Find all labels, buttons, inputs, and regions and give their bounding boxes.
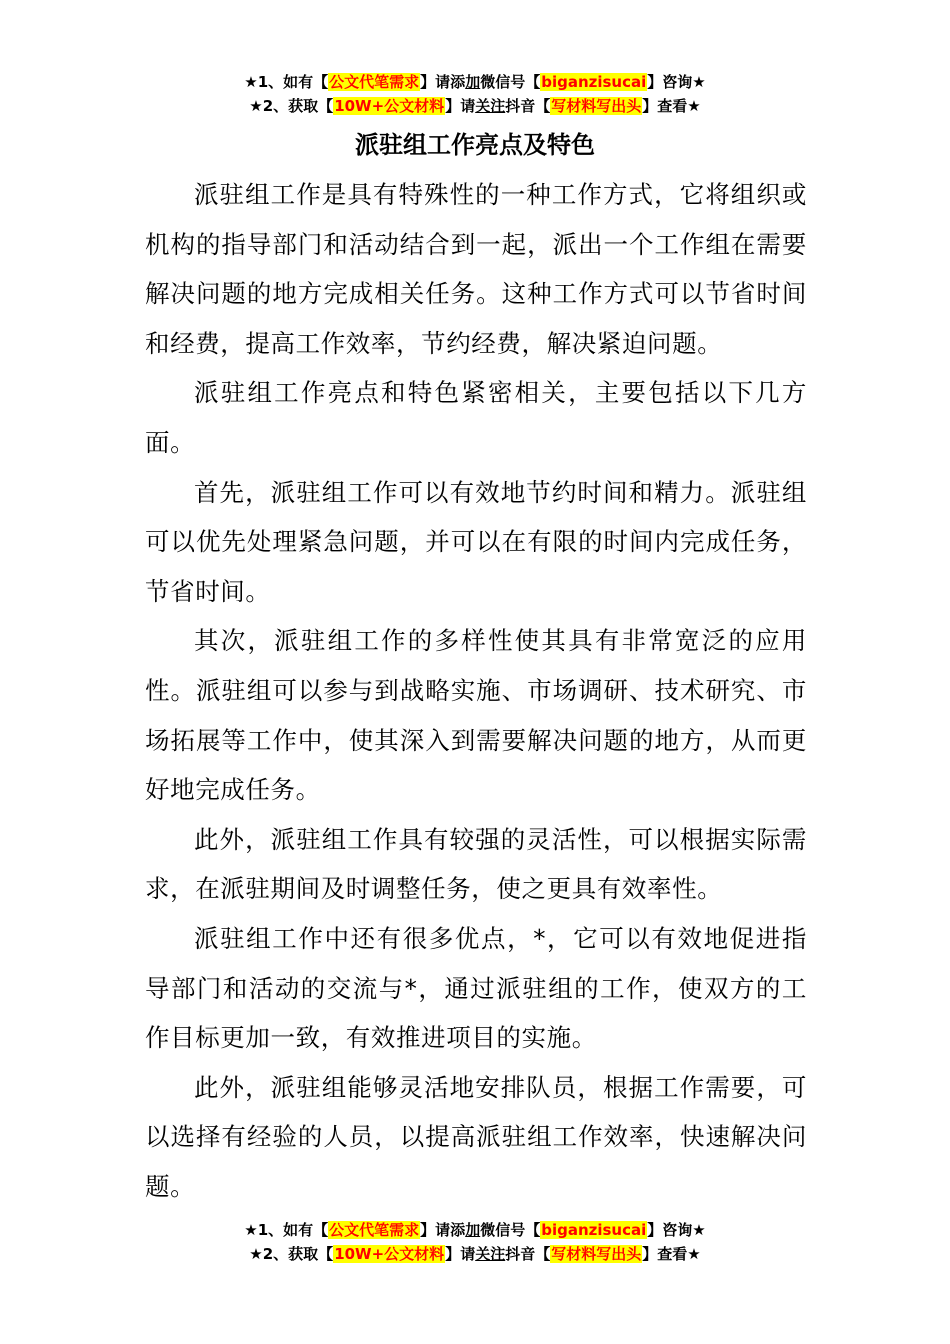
- promo-text: 抖音【: [505, 97, 551, 115]
- promo-header: [0, 70, 950, 118]
- promo-underlined-text: 关注: [475, 97, 506, 115]
- promo-text: 微信号【: [480, 1221, 541, 1239]
- promo-text: ★1、如有【: [244, 73, 329, 91]
- promo-text: 抖音【: [505, 1245, 551, 1263]
- promo-text: 】咨询★: [647, 1221, 706, 1239]
- paragraph: 派驻组工作亮点和特色紧密相关，主要包括以下几方面。: [145, 378, 807, 457]
- promo-wechat-id: biganzisucai: [541, 1221, 647, 1239]
- promo-text: 】咨询★: [647, 73, 706, 91]
- promo-text: 】请: [445, 97, 476, 115]
- promo-text: 】查看★: [642, 1245, 701, 1263]
- promo-line-1: [0, 70, 950, 94]
- promo-text: ★2、获取【: [249, 1245, 334, 1263]
- promo-text: ★1、如有【: [244, 1221, 329, 1239]
- document-title: 派驻组工作亮点及特色: [355, 131, 595, 159]
- promo-text: 】请添: [420, 73, 466, 91]
- promo-highlight: 10W+公文材料: [334, 97, 445, 115]
- promo-underlined-text: 加: [465, 73, 481, 91]
- promo-line-2: [0, 94, 950, 118]
- promo-text: 】查看★: [642, 97, 701, 115]
- paragraph: 其次，派驻组工作的多样性使其具有非常宽泛的应用性。派驻组可以参与到战略实施、市场调研、技术研究、市场拓展等工作中，使其深入到需要解决问题的地方，从而更好地完成任务。: [145, 626, 807, 805]
- paragraph: 首先，派驻组工作可以有效地节约时间和精力。派驻组可以优先处理紧急问题，并可以在有限的时间内完成任务，节省时间。: [145, 477, 807, 606]
- promo-douyin-account: 写材料写出头: [551, 1245, 642, 1263]
- paragraph: 此外，派驻组能够灵活地安排队员，根据工作需要，可以选择有经验的人员，以提高派驻组工作效率，快速解决问题。: [145, 1072, 807, 1201]
- promo-text: 】请: [445, 1245, 476, 1263]
- promo-text: ★2、获取【: [249, 97, 334, 115]
- paragraph: 派驻组工作中还有很多优点，*，它可以有效地促进指导部门和活动的交流与*，通过派驻组的工作，使双方的工作目标更加一致，有效推进项目的实施。: [145, 923, 807, 1053]
- promo-highlight: 公文代笔需求: [329, 73, 420, 91]
- promo-line-1: [0, 1218, 950, 1242]
- promo-text: 】请添: [420, 1221, 466, 1239]
- promo-footer: [0, 1218, 950, 1266]
- paragraph: 此外，派驻组工作具有较强的灵活性，可以根据实际需求，在派驻期间及时调整任务，使之更具有效率性。: [145, 824, 807, 904]
- promo-underlined-text: 加: [465, 1221, 481, 1239]
- promo-highlight: 公文代笔需求: [329, 1221, 420, 1239]
- paragraph: 派驻组工作是具有特殊性的一种工作方式，它将组织或机构的指导部门和活动结合到一起，派出一个工作组在需要解决问题的地方完成相关任务。这种工作方式可以节省时间和经费，提高工作效率，节约经费，解决紧迫问题。: [145, 180, 807, 358]
- promo-text: 微信号【: [480, 73, 541, 91]
- promo-wechat-id: biganzisucai: [541, 73, 647, 91]
- promo-underlined-text: 关注: [475, 1245, 506, 1263]
- promo-highlight: 10W+公文材料: [334, 1245, 445, 1263]
- promo-douyin-account: 写材料写出头: [551, 97, 642, 115]
- document-body: [145, 170, 807, 1211]
- promo-line-2: [0, 1242, 950, 1266]
